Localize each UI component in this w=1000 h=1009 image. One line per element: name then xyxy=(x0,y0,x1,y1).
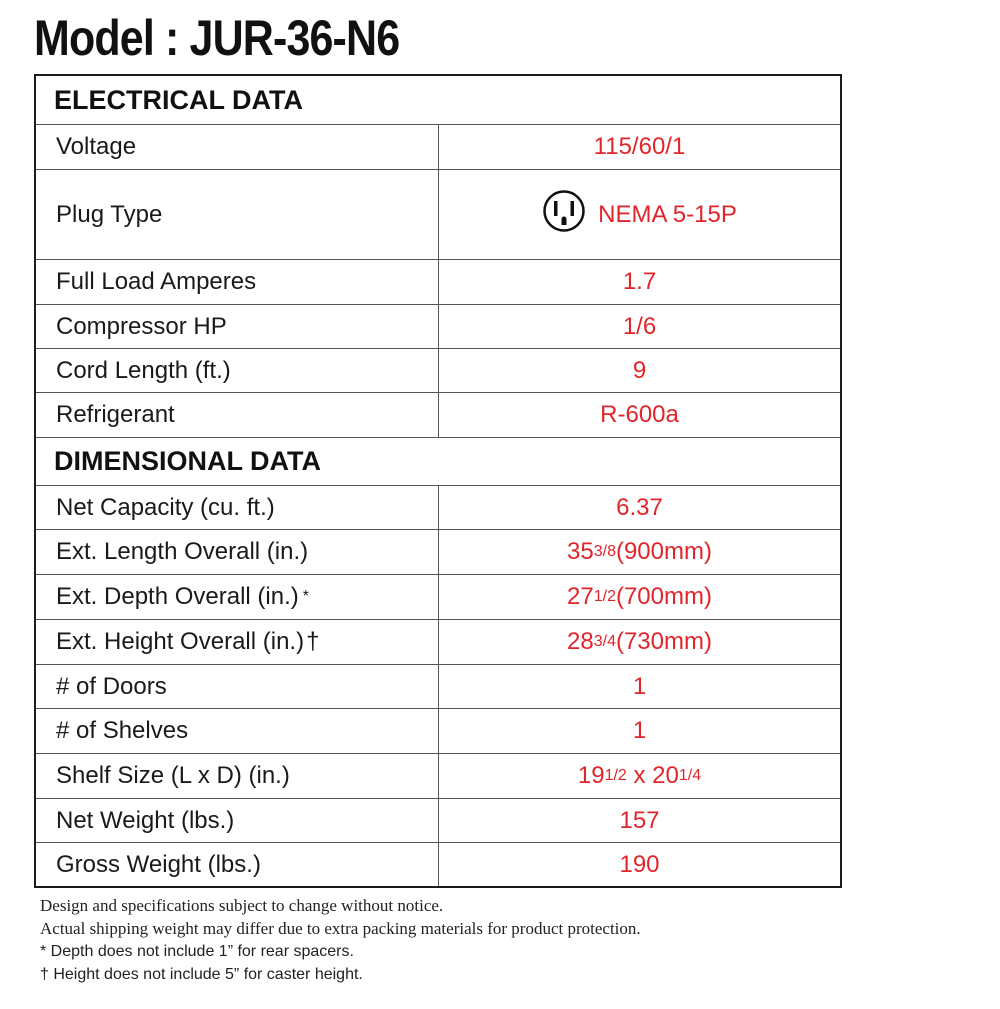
ext-depth-footnote-mark: * xyxy=(302,588,309,605)
shelves-label: # of Shelves xyxy=(36,709,439,753)
ext-height-value xyxy=(439,620,840,664)
spec-row-ext-depth xyxy=(36,574,840,619)
net-capacity-value: 6.37 xyxy=(616,493,663,521)
spec-row-compressor-hp xyxy=(36,304,840,348)
spec-table xyxy=(34,74,842,888)
ext-depth-whole: 27 xyxy=(567,583,594,610)
refrigerant-value: R-600a xyxy=(600,401,679,428)
plug-type-value xyxy=(439,170,840,259)
ext-depth-fraction: 1/2 xyxy=(593,588,616,605)
refrigerant-label: Refrigerant xyxy=(36,393,439,437)
ext-height-metric: (730mm) xyxy=(615,628,712,655)
ext-depth-metric: (700mm) xyxy=(615,583,712,610)
dimensional-data-heading: DIMENSIONAL DATA xyxy=(36,437,840,485)
spec-row-plug-type xyxy=(36,169,840,259)
gross-weight-label: Gross Weight (lbs.) xyxy=(36,843,439,886)
nema-5-15p-plug-icon xyxy=(542,189,586,240)
electrical-data-heading: ELECTRICAL DATA xyxy=(54,84,303,115)
voltage-label: Voltage xyxy=(36,125,439,169)
full-load-amperes-label: Full Load Amperes xyxy=(36,260,439,304)
note-shipping-weight: Actual shipping weight may differ due to extra packing materials for product protection. xyxy=(40,919,641,938)
ext-length-value xyxy=(439,530,840,574)
spec-row-voltage xyxy=(36,124,840,169)
net-weight-label: Net Weight (lbs.) xyxy=(36,799,439,842)
note-depth: * Depth does not include 1” for rear spacers. xyxy=(40,943,354,960)
shelf-size-separator: x xyxy=(626,762,653,789)
spec-row-shelves xyxy=(36,708,840,753)
compressor-hp-value: 1/6 xyxy=(622,312,657,340)
compressor-hp-label: Compressor HP xyxy=(36,305,439,348)
ext-length-metric: (900mm) xyxy=(615,538,712,565)
spec-row-cord-length xyxy=(36,348,840,392)
voltage-value: 115/60/1 xyxy=(593,133,686,160)
gross-weight-value: 190 xyxy=(619,850,660,878)
spec-row-full-load-amperes xyxy=(36,259,840,304)
shelf-size-depth-whole: 20 xyxy=(652,762,679,789)
shelf-size-value xyxy=(439,754,840,798)
ext-height-footnote-mark: † xyxy=(306,628,320,655)
ext-height-label-text: Ext. Height Overall (in.) xyxy=(56,628,305,655)
net-capacity-label: Net Capacity (cu. ft.) xyxy=(36,486,439,529)
doors-label: # of Doors xyxy=(36,665,439,708)
spec-row-shelf-size xyxy=(36,753,840,798)
note-height: † Height does not include 5” for caster height. xyxy=(40,966,363,983)
spec-row-ext-height xyxy=(36,619,840,664)
spec-row-net-weight xyxy=(36,798,840,842)
footnotes xyxy=(40,894,641,986)
ext-depth-label xyxy=(36,575,439,619)
spec-row-gross-weight xyxy=(36,842,840,886)
plug-type-text: NEMA 5-15P xyxy=(598,200,737,228)
shelves-value: 1 xyxy=(632,717,647,744)
plug-type-label: Plug Type xyxy=(36,170,439,259)
shelf-size-label: Shelf Size (L x D) (in.) xyxy=(36,754,439,798)
ext-length-whole: 35 xyxy=(567,538,594,565)
ext-length-fraction: 3/8 xyxy=(593,543,616,560)
doors-value: 1 xyxy=(632,672,647,700)
spec-row-ext-length xyxy=(36,529,840,574)
ext-height-whole: 28 xyxy=(567,628,594,655)
note-design-change: Design and specifications subject to change without notice. xyxy=(40,896,444,915)
ext-height-label xyxy=(36,620,439,664)
spec-row-net-capacity xyxy=(36,485,840,529)
ext-depth-value xyxy=(439,575,840,619)
spec-row-doors xyxy=(36,664,840,708)
spec-row-refrigerant xyxy=(36,392,840,437)
shelf-size-length-fraction: 1/2 xyxy=(604,767,627,784)
ext-length-label: Ext. Length Overall (in.) xyxy=(36,530,439,574)
shelf-size-depth-fraction: 1/4 xyxy=(678,767,702,784)
cord-length-value: 9 xyxy=(632,356,647,384)
net-weight-value: 157 xyxy=(619,806,660,834)
full-load-amperes-value: 1.7 xyxy=(622,268,657,295)
ext-height-fraction: 3/4 xyxy=(593,633,616,650)
shelf-size-length-whole: 19 xyxy=(577,762,605,789)
cord-length-label: Cord Length (ft.) xyxy=(36,349,439,392)
ext-depth-label-text: Ext. Depth Overall (in.) xyxy=(56,583,299,610)
model-title: Model : JUR-36-N6 xyxy=(34,10,400,66)
